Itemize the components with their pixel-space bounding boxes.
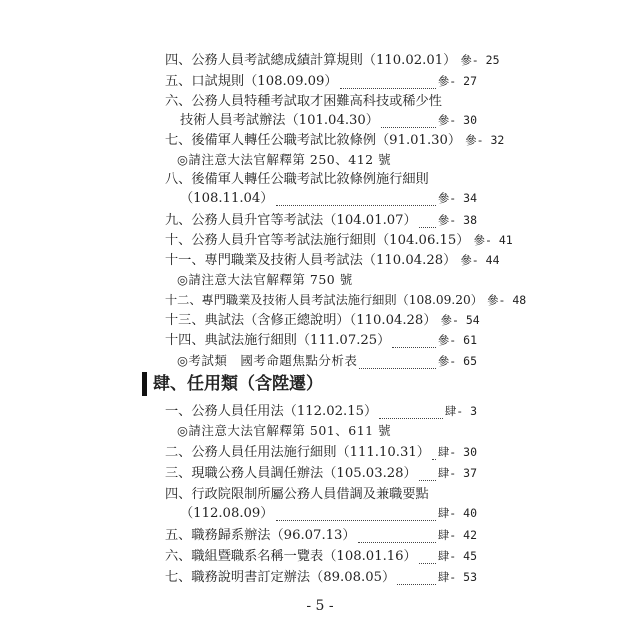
section-title: 肆、任用類（含陞遷） <box>153 374 323 394</box>
leader-dots <box>432 449 436 460</box>
entry-title-line2: 技術人員考試辦法（101.04.30） <box>180 113 379 128</box>
leader-dots <box>381 117 436 128</box>
toc-note <box>165 150 477 170</box>
entry-ref: 參- 38 <box>437 213 477 227</box>
entry-ref: 參- 32 <box>465 133 505 147</box>
leader-dots <box>397 574 436 585</box>
toc-entry <box>165 401 477 421</box>
leader-dots <box>276 195 436 206</box>
entry-ref: 參- 54 <box>440 313 480 327</box>
entry-title: 四、行政院限制所屬公務人員借調及兼職要點 <box>165 487 429 502</box>
leader-dots <box>379 408 443 419</box>
entry-title: 七、職務說明書訂定辦法（89.08.05） <box>165 570 396 585</box>
leader-dots <box>359 358 435 369</box>
toc-entry-continued <box>180 188 477 208</box>
leader-dots <box>358 532 436 543</box>
toc-entry <box>165 210 477 230</box>
entry-title: 十二、專門職業及技術人員考試法施行細則（108.09.20） <box>165 293 483 307</box>
entry-ref: 參- 65 <box>437 354 477 368</box>
toc-entry <box>165 310 480 330</box>
leader-dots <box>419 217 436 228</box>
entry-ref: 參- 30 <box>437 113 477 127</box>
toc-entry <box>165 290 527 310</box>
entry-title: 四、公務人員考試總成績計算規則（110.02.01） <box>165 53 457 68</box>
entry-ref: 肆- 3 <box>444 404 477 418</box>
toc-entry-continued <box>180 110 477 130</box>
entry-ref: 肆- 30 <box>437 445 477 459</box>
toc-note <box>165 421 477 441</box>
entry-ref: 肆- 42 <box>437 528 477 542</box>
entry-title: 七、後備軍人轉任公職考試比敘條例（91.01.30） <box>165 133 462 148</box>
entry-title-line2: （112.08.09） <box>180 506 274 521</box>
leader-dots <box>419 470 436 481</box>
toc-note <box>165 270 477 290</box>
entry-title: 五、口試規則（108.09.09） <box>165 74 338 89</box>
toc-entry <box>165 442 477 462</box>
entry-title: 六、公務人員特種考試取才困難高科技或稀少性 <box>165 94 442 109</box>
entry-ref: 參- 41 <box>473 233 513 247</box>
toc-entry <box>165 50 500 70</box>
entry-ref: 參- 25 <box>460 53 500 67</box>
toc-entry <box>165 546 477 566</box>
toc-entry <box>165 485 477 505</box>
note-text: ◎請注意大法官解釋第 750 號 <box>177 272 353 287</box>
page-number: - 5 - <box>306 598 334 614</box>
note-text: ◎請注意大法官解釋第 250、412 號 <box>177 152 392 167</box>
leader-dots <box>392 337 435 348</box>
entry-title: 九、公務人員升官等考試法（104.01.07） <box>165 213 417 228</box>
entry-ref: 參- 48 <box>486 293 527 307</box>
entry-title: 十四、典試法施行細則（111.07.25） <box>165 333 391 348</box>
toc-entry <box>165 92 477 112</box>
entry-ref: 參- 44 <box>460 253 500 267</box>
note-text: ◎考試類 國考命題焦點分析表 <box>177 353 358 368</box>
entry-title: 三、現職公務人員調任辦法（105.03.28） <box>165 466 417 481</box>
toc-entry <box>165 463 477 483</box>
entry-ref: 參- 27 <box>437 74 477 88</box>
section-heading <box>142 370 323 398</box>
entry-title: 十、公務人員升官等考試法施行細則（104.06.15） <box>165 233 470 248</box>
toc-note <box>165 351 477 371</box>
toc-entry <box>165 250 500 270</box>
entry-title: 十一、專門職業及技術人員考試法（110.04.28） <box>165 253 457 268</box>
entry-title: 二、公務人員任用法施行細則（111.10.31） <box>165 445 430 460</box>
entry-title: 五、職務歸系辦法（96.07.13） <box>165 528 356 543</box>
toc-entry <box>165 525 477 545</box>
section-bar <box>142 372 147 396</box>
entry-ref: 肆- 53 <box>437 570 477 584</box>
toc-entry <box>165 170 477 190</box>
entry-ref: 參- 34 <box>437 191 477 205</box>
entry-title-line2: （108.11.04） <box>180 191 274 206</box>
entry-ref: 肆- 45 <box>437 549 477 563</box>
leader-dots <box>340 78 436 89</box>
entry-title: 八、後備軍人轉任公職考試比敘條例施行細則 <box>165 172 429 187</box>
entry-ref: 肆- 37 <box>437 466 477 480</box>
entry-title: 一、公務人員任用法（112.02.15） <box>165 404 378 419</box>
entry-ref: 肆- 40 <box>437 506 477 520</box>
toc-entry-continued <box>180 503 477 523</box>
entry-title: 六、職組暨職系名稱一覽表（108.01.16） <box>165 549 417 564</box>
leader-dots <box>276 510 436 521</box>
toc-entry <box>165 71 477 91</box>
toc-entry <box>165 130 505 150</box>
entry-title: 十三、典試法（含修正總說明）（110.04.28） <box>165 313 437 328</box>
leader-dots <box>419 553 436 564</box>
toc-entry <box>165 230 513 250</box>
toc-entry <box>165 567 477 587</box>
entry-ref: 參- 61 <box>437 333 477 347</box>
note-text: ◎請注意大法官解釋第 501、611 號 <box>177 423 392 438</box>
toc-entry <box>165 330 477 350</box>
